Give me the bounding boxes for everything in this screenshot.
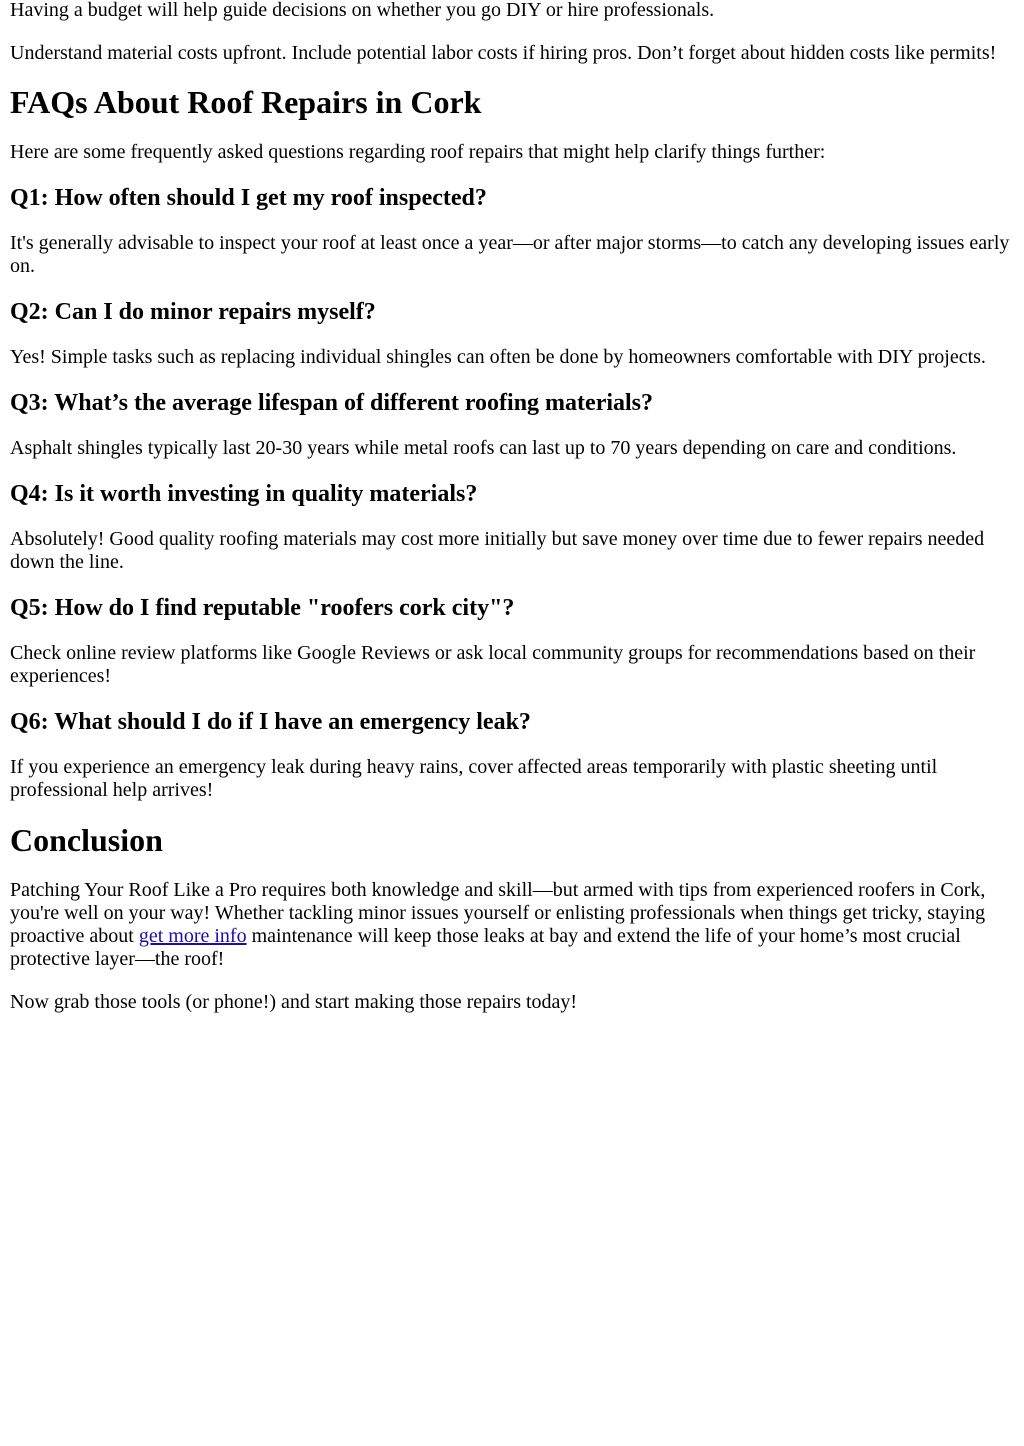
faq-question-1: Q1: How often should I get my roof inspected? [10, 185, 487, 211]
faq-answer-1: It's generally advisable to inspect your roof at least once a year—or after major storms—to catch any developing issues early on. [10, 232, 1010, 277]
faq-answer-6: If you experience an emergency leak during heavy rains, cover affected areas temporarily with plastic sheeting until professional help arrives! [10, 756, 938, 801]
faq-answer-3: Asphalt shingles typically last 20-30 years while metal roofs can last up to 70 years depending on care and conditions. [10, 437, 957, 459]
intro-paragraph-costs: Understand material costs upfront. Include potential labor costs if hiring pros. Don’t forget about hidden costs like permits! [10, 42, 997, 64]
faq-question-3: Q3: What’s the average lifespan of different roofing materials? [10, 390, 654, 416]
faq-question-5: Q5: How do I find reputable "roofers cork city"? [10, 595, 515, 621]
conclusion-heading: Conclusion [10, 822, 163, 858]
faq-question-6: Q6: What should I do if I have an emergency leak? [10, 709, 531, 735]
faqs-heading: FAQs About Roof Repairs in Cork [10, 84, 482, 120]
conclusion-text-before-link: Patching Your Roof Like a Pro requires both knowledge and skill—but armed with tips from experienced roofers in Cork, you're well on your way! Whether tackling minor issues yourself or enlisting professionals when things get tricky, staying proactive about [10, 879, 986, 947]
get-more-info-link[interactable]: get more info [138, 925, 247, 947]
faq-question-4: Q4: Is it worth investing in quality materials? [10, 481, 478, 507]
faqs-intro-paragraph: Here are some frequently asked questions regarding roof repairs that might help clarify things further: [10, 141, 826, 163]
closing-paragraph: Now grab those tools (or phone!) and start making those repairs today! [10, 991, 578, 1013]
conclusion-text-after-link: maintenance will keep those leaks at bay and extend the life of your home’s most crucial protective layer—the roof! [10, 925, 961, 970]
faq-question-2: Q2: Can I do minor repairs myself? [10, 299, 376, 325]
faq-answer-2: Yes! Simple tasks such as replacing individual shingles can often be done by homeowners comfortable with DIY projects. [10, 346, 986, 368]
faq-answer-4: Absolutely! Good quality roofing materials may cost more initially but save money over time due to fewer repairs needed down the line. [10, 528, 985, 573]
intro-paragraph-budget: Having a budget will help guide decisions on whether you go DIY or hire professionals. [10, 0, 715, 21]
faq-answer-5: Check online review platforms like Google Reviews or ask local community groups for recommendations based on their experiences! [10, 642, 976, 687]
conclusion-paragraph [10, 879, 1014, 971]
